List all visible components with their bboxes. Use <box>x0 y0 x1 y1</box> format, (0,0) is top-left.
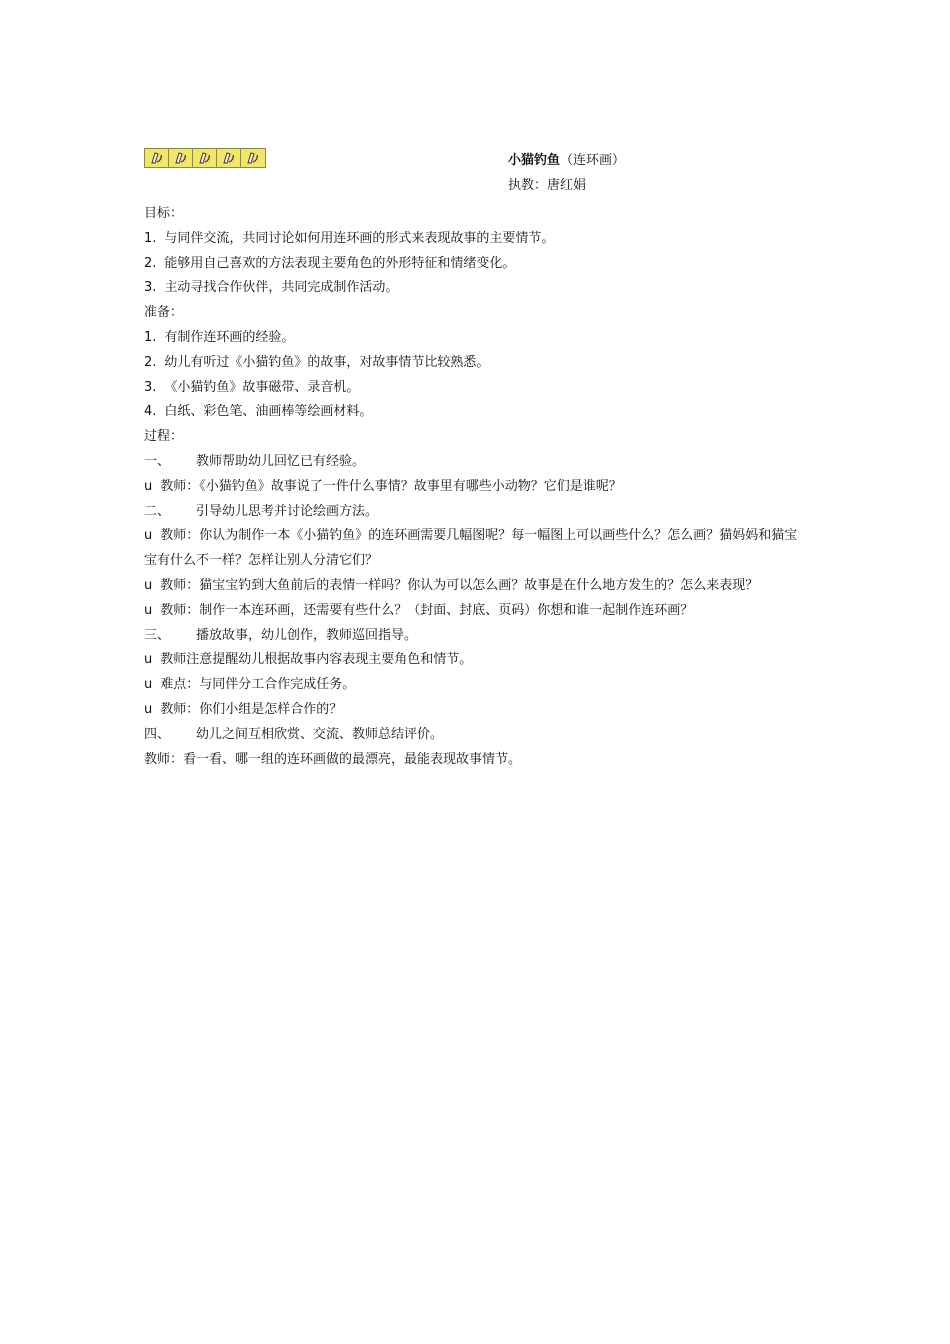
step-number: 二、 <box>144 503 171 519</box>
pencil-note-icon <box>145 149 169 167</box>
prep-item <box>144 376 808 401</box>
bullet-text: 教师：你认为制作一本《小猫钓鱼》的连环画需要几幅图呢？每一幅图上可以画些什么？怎么画？猫妈妈和猫宝宝有什么不一样？怎样让别人分清它们？ <box>144 528 798 569</box>
process-bullet-item <box>144 475 808 500</box>
bullet-marker: u <box>144 577 153 593</box>
process-bullet-item <box>144 599 808 624</box>
step-number: 三、 <box>144 627 171 643</box>
title-subtitle: （连环画） <box>560 153 626 168</box>
title-main: 小猫钓鱼 <box>508 153 561 168</box>
prep-item <box>144 326 808 351</box>
pencil-note-icon <box>169 149 193 167</box>
pencil-note-icon <box>241 149 265 167</box>
bullet-text: 难点：与同伴分工合作完成任务。 <box>160 677 356 693</box>
bullet-marker: u <box>144 652 153 668</box>
step-number: 一、 <box>144 453 171 469</box>
bullet-text: 教师：你们小组是怎样合作的？ <box>160 701 343 717</box>
item-number: 2. <box>144 255 157 271</box>
process-bullet-item <box>144 648 808 673</box>
process-heading: 过程： <box>144 429 184 445</box>
item-text: 《小猫钓鱼》故事磁带、录音机。 <box>164 379 360 395</box>
goal-item <box>144 276 808 301</box>
bullet-text: 教师：猫宝宝钓到大鱼前后的表情一样吗？你认为可以怎么画？故事是在什么地方发生的？怎么来表现？ <box>160 577 759 593</box>
item-text: 幼儿有听过《小猫钓鱼》的故事，对故事情节比较熟悉。 <box>164 354 490 370</box>
goal-item <box>144 252 808 277</box>
pencil-note-icon <box>217 149 241 167</box>
process-bullet-item <box>144 698 808 723</box>
bullet-text: 教师注意提醒幼儿根据故事内容表现主要角色和情节。 <box>160 652 473 668</box>
goals-heading: 目标： <box>144 206 184 221</box>
bullet-marker: u <box>144 602 153 618</box>
step-text: 幼儿之间互相欣赏、交流、教师总结评价。 <box>196 726 444 742</box>
step-number: 四、 <box>144 726 171 742</box>
item-number: 1. <box>144 230 157 246</box>
process-step-3 <box>144 624 808 649</box>
item-text: 与同伴交流，共同讨论如何用连环画的形式来表现故事的主要情节。 <box>164 230 555 246</box>
bullet-marker: u <box>144 701 153 717</box>
prep-item <box>144 351 808 376</box>
goal-item <box>144 227 808 252</box>
bullet-text: 教师：制作一本连环画，还需要有些什么？（封面、封底、页码）你想和谁一起制作连环画？ <box>160 602 694 618</box>
process-step-2 <box>144 500 808 525</box>
item-number: 4. <box>144 404 157 420</box>
document-title <box>508 152 625 170</box>
item-number: 3. <box>144 379 157 395</box>
decorative-icon-strip <box>144 148 266 168</box>
item-text: 有制作连环画的经验。 <box>164 329 295 345</box>
process-bullet-item <box>144 524 808 574</box>
step-text: 播放故事，幼儿创作，教师巡回指导。 <box>196 627 418 643</box>
process-bullet-item <box>144 574 808 599</box>
prep-heading: 准备： <box>144 305 184 321</box>
document-body <box>144 202 808 772</box>
item-text: 主动寻找合作伙伴，共同完成制作活动。 <box>164 280 399 296</box>
bullet-marker: u <box>144 478 153 494</box>
teacher-line: 执教：唐红娟 <box>508 178 587 193</box>
bullet-text: 教师：《小猫钓鱼》故事说了一件什么事情？故事里有哪些小动物？它们是谁呢？ <box>160 478 622 494</box>
process-bullet-item <box>144 673 808 698</box>
bullet-marker: u <box>144 528 153 544</box>
item-number: 3. <box>144 280 157 296</box>
item-number: 1. <box>144 329 157 345</box>
bullet-marker: u <box>144 677 153 693</box>
item-text: 能够用自己喜欢的方法表现主要角色的外形特征和情绪变化。 <box>164 255 516 271</box>
step-text: 教师帮助幼儿回忆已有经验。 <box>196 453 366 469</box>
closing-line: 教师：看一看、哪一组的连环画做的最漂亮，最能表现故事情节。 <box>144 751 522 767</box>
pencil-note-icon <box>193 149 217 167</box>
step-text: 引导幼儿思考并讨论绘画方法。 <box>196 503 379 519</box>
process-step-4 <box>144 723 808 748</box>
prep-item <box>144 400 808 425</box>
item-number: 2. <box>144 354 157 370</box>
process-step-1 <box>144 450 808 475</box>
item-text: 白纸、彩色笔、油画棒等绘画材料。 <box>164 404 373 420</box>
